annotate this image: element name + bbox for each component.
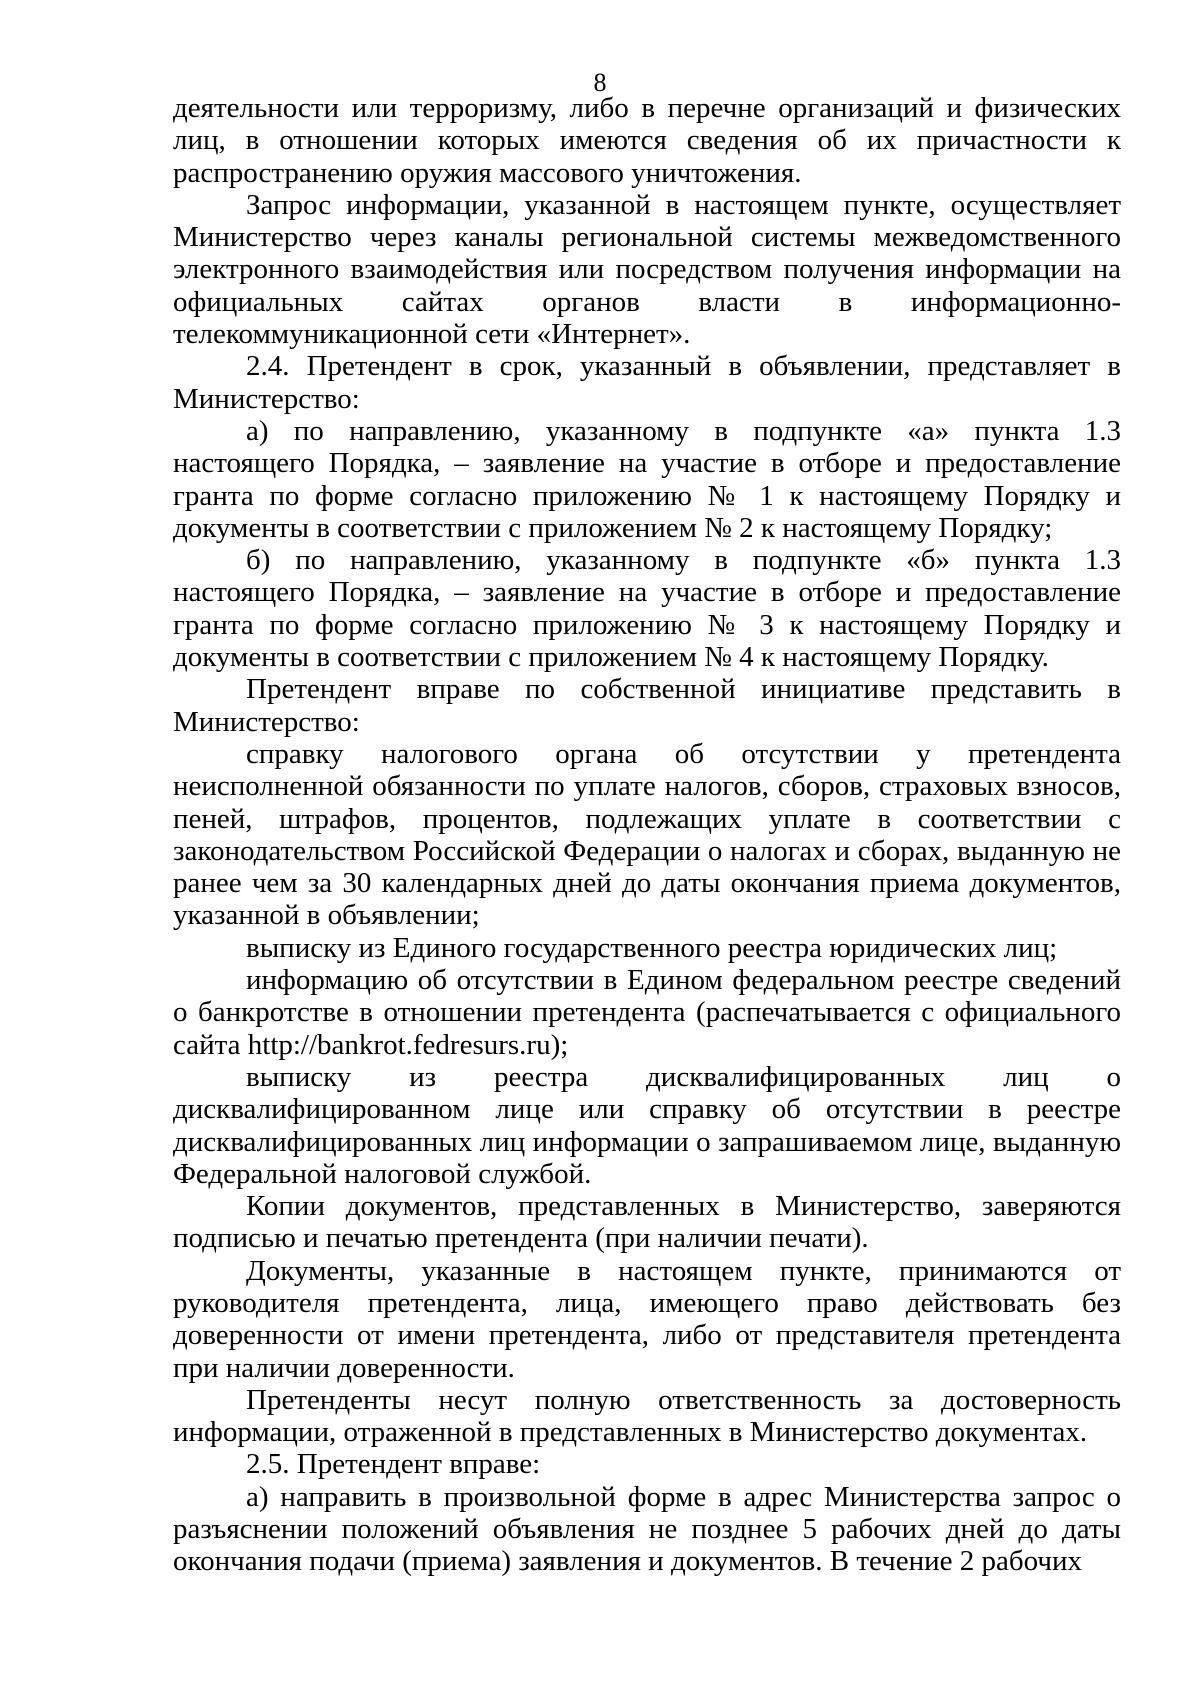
paragraph-info-request: Запрос информации, указанной в настоящем пункте, осуществляет Министерство через каналы региональной системы межведомственного электронного взаимодействия или посредством получения информации на официальных сайтах органов власти в информационно-телекоммуникационной сети «Интернет».	[173, 188, 1121, 351]
paragraph-2-5-a: а) направить в произвольной форме в адрес Министерства запрос о разъяснении положений объявления не позднее 5 рабочих дней до даты окончания подачи (приема) заявления и документов. В течение 2 рабочих	[173, 1480, 1121, 1578]
paragraph-responsibility: Претенденты несут полную ответственность за достоверность информации, отраженной в представленных в Министерство документах.	[173, 1383, 1121, 1449]
paragraph-own-initiative: Претендент вправе по собственной инициативе представить в Министерство:	[173, 673, 1121, 738]
paragraph-2-5: 2.5. Претендент вправе:	[246, 1448, 541, 1481]
paragraph-2-4: 2.4. Претендент в срок, указанный в объявлении, представляет в Министерство:	[173, 350, 1121, 415]
paragraph-egrul-extract: выписку из Единого государственного реестра юридических лиц;	[246, 931, 1058, 964]
paragraph-documents-accepted: Документы, указанные в настоящем пункте, принимаются от руководителя претендента, лица, имеющего право действовать без доверенности от имени претендента, либо от представителя претендента при наличии доверенности.	[173, 1254, 1121, 1384]
paragraph-copies-certified: Копии документов, представленных в Министерство, заверяются подписью и печатью претендента (при наличии печати).	[173, 1190, 1121, 1255]
paragraph-bankruptcy-info: информацию об отсутствии в Едином федеральном реестре сведений о банкротстве в отношении претендента (распечатывается с официального сайта http://bankrot.fedresurs.ru);	[173, 964, 1121, 1061]
paragraph-2-4-b: б) по направлению, указанному в подпункте «б» пункта 1.3 настоящего Порядка, – заявление на участие в отборе и предоставление гранта по форме согласно приложению № 3 к настоящему Порядку и документы в соответствии с приложением № 4 к настоящему Порядку.	[173, 544, 1121, 674]
paragraph-2-4-a: а) по направлению, указанному в подпункте «а» пункта 1.3 настоящего Порядка, – заявление на участие в отборе и предоставление гранта по форме согласно приложению № 1 к настоящему Порядку и документы в соответствии с приложением № 2 к настоящему Порядку;	[173, 414, 1121, 544]
document-body	[173, 92, 1121, 1578]
paragraph-continuation: деятельности или терроризму, либо в перечне организаций и физических лиц, в отношении которых имеются сведения об их причастности к распространению оружия массового уничтожения.	[173, 92, 1121, 189]
page-number: 8	[593, 68, 607, 97]
paragraph-disqualified-registry: выписку из реестра дисквалифицированных лиц о дисквалифицированном лице или справку об отсутствии в реестре дисквалифицированных лиц информации о запрашиваемом лице, выданную Федеральной налоговой службой.	[173, 1060, 1121, 1190]
paragraph-tax-certificate: справку налогового органа об отсутствии у претендента неисполненной обязанности по уплате налогов, сборов, страховых взносов, пеней, штрафов, процентов, подлежащих уплате в соответствии с законодательством Российской Федерации о налогах и сборах, выданную не ранее чем за 30 календарных дней до даты окончания приема документов, указанной в объявлении;	[173, 737, 1121, 932]
